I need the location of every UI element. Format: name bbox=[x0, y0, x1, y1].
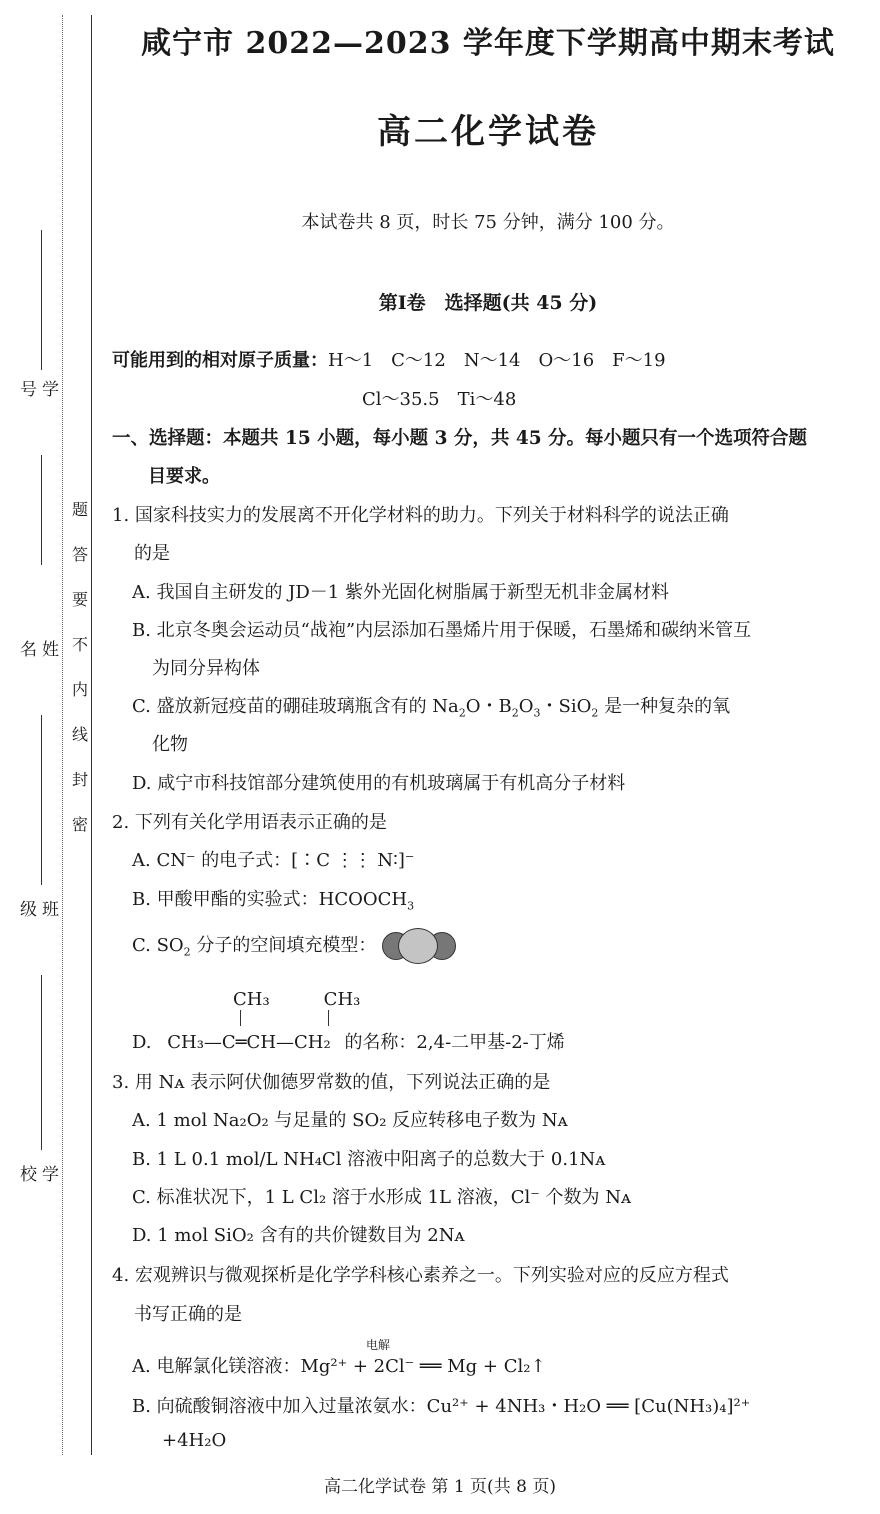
q4-option-a: A. 电解氯化镁溶液：Mg²⁺ + 2Cl⁻ ══ Mg + Cl₂↑ bbox=[132, 1356, 546, 1377]
seal-char: 封 bbox=[71, 770, 88, 789]
q2-option-a: A. CN⁻ 的电子式：[∶C ⋮⋮ N∶]⁻ bbox=[132, 850, 415, 871]
q2-option-d-label: D. bbox=[132, 1032, 152, 1053]
q2-option-b-text: B. 甲酸甲酯的实验式：HCOOCH bbox=[132, 889, 408, 910]
q3-stem: 3. 用 Nᴀ 表示阿伏伽德罗常数的值，下列说法正确的是 bbox=[112, 1072, 551, 1093]
exam-title: 咸宁市 2022—2023 学年度下学期高中期末考试 bbox=[141, 26, 835, 61]
part-heading: 第Ⅰ卷 选择题(共 45 分) bbox=[378, 292, 598, 314]
q2-option-c-text-post: 分子的空间填充模型： bbox=[190, 935, 377, 956]
q4-option-b: B. 向硫酸铜溶液中加入过量浓氨水：Cu²⁺ + 4NH₃・H₂O ══ [Cu(NH₃)₄]²⁺ bbox=[132, 1396, 751, 1417]
q1-option-c-cont: 化物 bbox=[152, 734, 188, 755]
binding-dotted-line bbox=[62, 15, 63, 1455]
q1-option-b-cont: 为同分异构体 bbox=[152, 658, 260, 679]
q2-option-c: C. $SO_2$ 分子的空间填充模型： bbox=[132, 930, 454, 962]
atomic-mass-row1 bbox=[112, 346, 666, 372]
seal-char: 内 bbox=[71, 680, 88, 699]
atomic-mass-values: H～1 C～12 N～14 O～16 F～19 bbox=[328, 350, 666, 371]
q1-option-c-text-post: 是一种复杂的氧 bbox=[598, 696, 731, 717]
q3-option-c: C. 标准状况下，1 L Cl₂ 溶于水形成 1L 溶液，Cl⁻ 个数为 Nᴀ bbox=[132, 1187, 632, 1208]
bond-line bbox=[328, 1010, 329, 1026]
q2-option-d-formula: CH₃—C═CH—CH₂ bbox=[167, 1032, 331, 1053]
q1-option-d: D. 咸宁市科技馆部分建筑使用的有机玻璃属于有机高分子材料 bbox=[132, 773, 626, 794]
atomic-mass-row2: Cl～35.5 Ti～48 bbox=[362, 389, 517, 410]
seal-char: 不 bbox=[71, 635, 88, 654]
q2-option-d bbox=[132, 1028, 565, 1054]
so2-space-filling-model bbox=[382, 930, 454, 962]
q2-option-b: B. 甲酸甲酯的实验式：$HCOOCH_3$ bbox=[132, 889, 415, 913]
q1-option-a: A. 我国自主研发的 JD－1 紫外光固化树脂属于新型无机非金属材料 bbox=[132, 582, 669, 603]
q1-stem: 1. 国家科技实力的发展离不开化学材料的助力。下列关于材料科学的说法正确 bbox=[112, 505, 729, 526]
seal-char: 要 bbox=[71, 590, 88, 609]
section-heading-cont: 目要求。 bbox=[148, 466, 220, 487]
exam-intro: 本试卷共 8 页，时长 75 分钟，满分 100 分。 bbox=[301, 212, 675, 233]
q2-option-d-structure-top: CH₃ CH₃ bbox=[233, 989, 361, 1010]
q3-option-a: A. 1 mol Na₂O₂ 与足量的 SO₂ 反应转移电子数为 Nᴀ bbox=[132, 1110, 568, 1131]
q1-option-c: C. 盛放新冠疫苗的硼硅玻璃瓶含有的 $Na_2O$・$B_2O_3$・SiO$_2$ 是一种复杂的氧 bbox=[132, 696, 731, 720]
q2-option-d-name: 的名称：2,4-二甲基-2-丁烯 bbox=[344, 1032, 565, 1053]
binding-solid-line bbox=[91, 15, 92, 1455]
q1-option-b: B. 北京冬奥会运动员“战袍”内层添加石墨烯片用于保暖，石墨烯和碳纳米管互 bbox=[132, 620, 752, 641]
exam-subtitle: 高二化学试卷 bbox=[377, 112, 599, 152]
q4-stem: 4. 宏观辨识与微观探析是化学学科核心素养之一。下列实验对应的反应方程式 bbox=[112, 1265, 729, 1286]
seal-char: 答 bbox=[71, 545, 88, 564]
seal-text bbox=[70, 500, 90, 860]
sulfur-atom bbox=[398, 928, 438, 964]
field-label: 班 级 bbox=[16, 900, 58, 950]
seal-char: 密 bbox=[71, 815, 88, 834]
q2-stem: 2. 下列有关化学用语表示正确的是 bbox=[112, 812, 387, 833]
q4-stem-cont: 书写正确的是 bbox=[134, 1304, 242, 1325]
field-label: 姓 名 bbox=[16, 640, 58, 690]
atomic-mass-label: 可能用到的相对原子质量： bbox=[112, 350, 328, 371]
q4-option-a-condition: 电解 bbox=[366, 1338, 391, 1352]
page-footer: 高二化学试卷 第 1 页(共 8 页) bbox=[324, 1477, 556, 1497]
section-heading: 一、选择题：本题共 15 小题，每小题 3 分，共 45 分。每小题只有一个选项符合题 bbox=[112, 428, 808, 449]
binding-margin bbox=[0, 0, 100, 1514]
q3-option-d: D. 1 mol SiO₂ 含有的共价键数目为 2Nᴀ bbox=[132, 1225, 465, 1246]
bond-line bbox=[240, 1010, 241, 1026]
seal-char: 线 bbox=[71, 725, 88, 744]
seal-char: 题 bbox=[71, 500, 88, 519]
q1-option-c-text: C. 盛放新冠疫苗的硼硅玻璃瓶含有的 Na bbox=[132, 696, 459, 717]
q1-stem-cont: 的是 bbox=[134, 543, 170, 564]
q3-option-b: B. 1 L 0.1 mol/L NH₄Cl 溶液中阳离子的总数大于 0.1Nᴀ bbox=[132, 1149, 606, 1170]
q4-option-b-cont: +4H₂O bbox=[162, 1430, 227, 1451]
field-label: 学 校 bbox=[16, 1165, 58, 1215]
q2-option-c-text: C. SO bbox=[132, 935, 184, 956]
field-label: 学 号 bbox=[16, 380, 58, 430]
